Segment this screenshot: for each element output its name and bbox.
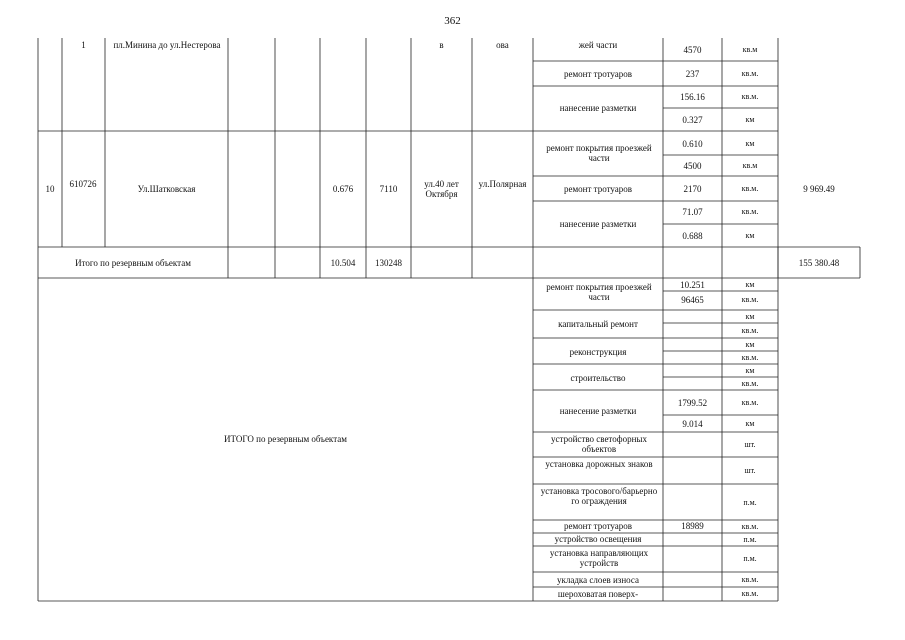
total-work-name: установка дорожных знаков (545, 459, 653, 469)
row10-work-unit: км (745, 139, 755, 148)
row1-num: 1 (81, 40, 86, 50)
row10-work-unit: кв.м (742, 161, 758, 170)
total-work-name: ремонт покрытия проезжей части (546, 282, 652, 302)
row1-to: ова (496, 40, 509, 50)
total-work-name: шероховатая поверх- (557, 589, 639, 599)
total-work-unit: п.м. (743, 535, 757, 544)
total-work-value: 9.014 (682, 419, 703, 429)
row1-work-value: 4570 (683, 45, 702, 55)
row10-work-name: ремонт покрытия проезжей части (546, 143, 652, 163)
row1-work-name: нанесение разметки (559, 103, 637, 113)
row1-work-value: 0.327 (682, 115, 703, 125)
total-work-unit: кв.м. (741, 575, 759, 584)
total-work-name: установка тросового/барьерного ограждения (540, 486, 658, 506)
total-work-unit: км (745, 366, 755, 375)
row10-cost: 9 969.49 (803, 184, 835, 194)
row10-area: 7110 (379, 184, 398, 194)
row10-work-value: 0.688 (682, 231, 703, 241)
row1-work-unit: кв.м. (741, 92, 759, 101)
row1-work-value: 156.16 (680, 92, 705, 102)
row10-work-name: нанесение разметки (559, 219, 637, 229)
total-work-value: 96465 (681, 295, 704, 305)
subtotal-area: 130248 (375, 258, 402, 268)
row1-work-value: 237 (685, 69, 700, 79)
total-work-name: нанесение разметки (559, 406, 637, 416)
row10-from: ул.40 лет Октября (424, 179, 459, 199)
total-work-unit: п.м. (743, 498, 757, 507)
total-work-name: укладка слоев износа (556, 575, 640, 585)
total-work-unit: км (745, 340, 755, 349)
row10-code: 610726 (69, 179, 97, 189)
total-work-unit: км (745, 419, 755, 428)
total-work-unit: п.м. (743, 554, 757, 563)
total-work-name: установка направляющих устройств (549, 548, 649, 568)
row10-work-unit: кв.м. (741, 207, 759, 216)
total-work-unit: кв.м. (741, 295, 759, 304)
row10-no: 10 (45, 184, 55, 194)
total-work-unit: кв.м. (741, 379, 759, 388)
total-label: ИТОГО по резервным объектам (224, 434, 347, 444)
subtotal-cost: 155 380.48 (798, 258, 840, 268)
total-work-unit: кв.м. (741, 589, 759, 598)
row10-work-value: 4500 (683, 161, 702, 171)
total-work-unit: шт. (744, 440, 756, 449)
total-work-name: капитальный ремонт (558, 319, 638, 329)
total-work-name: реконструкция (569, 347, 627, 357)
row1-work-name: жей части (578, 40, 618, 50)
subtotal-label: Итого по резервным объектам (75, 258, 191, 268)
row1-from: в (439, 40, 444, 50)
total-work-value: 1799.52 (677, 398, 708, 408)
subtotal-length: 10.504 (330, 258, 356, 268)
total-work-unit: кв.м. (741, 353, 759, 362)
row10-street: Ул.Шатковская (137, 184, 196, 194)
total-work-name: устройство светофорных объектов (551, 434, 647, 454)
row10-length: 0.676 (332, 184, 354, 194)
total-work-unit: кв.м. (741, 326, 759, 335)
total-work-unit: кв.м. (741, 398, 759, 407)
row10-work-unit: кв.м. (741, 184, 759, 193)
total-work-value: 10.251 (680, 280, 705, 290)
row10-work-value: 71.07 (682, 207, 703, 217)
row1-work-unit: км (745, 115, 755, 124)
row1-work-unit: кв.м (742, 45, 758, 54)
page-number: 362 (444, 15, 461, 27)
row10-work-value: 0.610 (682, 139, 703, 149)
total-work-unit: км (745, 312, 755, 321)
row10-work-name: ремонт тротуаров (563, 184, 633, 194)
total-work-unit: км (745, 280, 755, 289)
total-work-unit: шт. (744, 466, 756, 475)
total-work-name: строительство (570, 373, 626, 383)
row1-work-unit: кв.м. (741, 69, 759, 78)
total-work-value: 18989 (681, 521, 704, 531)
row1-work-name: ремонт тротуаров (563, 69, 633, 79)
row10-to: ул.Полярная (478, 179, 527, 189)
total-work-name: устройство освещения (554, 534, 642, 544)
row10-work-unit: км (745, 231, 755, 240)
total-work-unit: кв.м. (741, 522, 759, 531)
row10-work-value: 2170 (683, 184, 702, 194)
total-work-name: ремонт тротуаров (563, 521, 633, 531)
row1-street: пл.Минина до ул.Нестерова (113, 40, 221, 50)
